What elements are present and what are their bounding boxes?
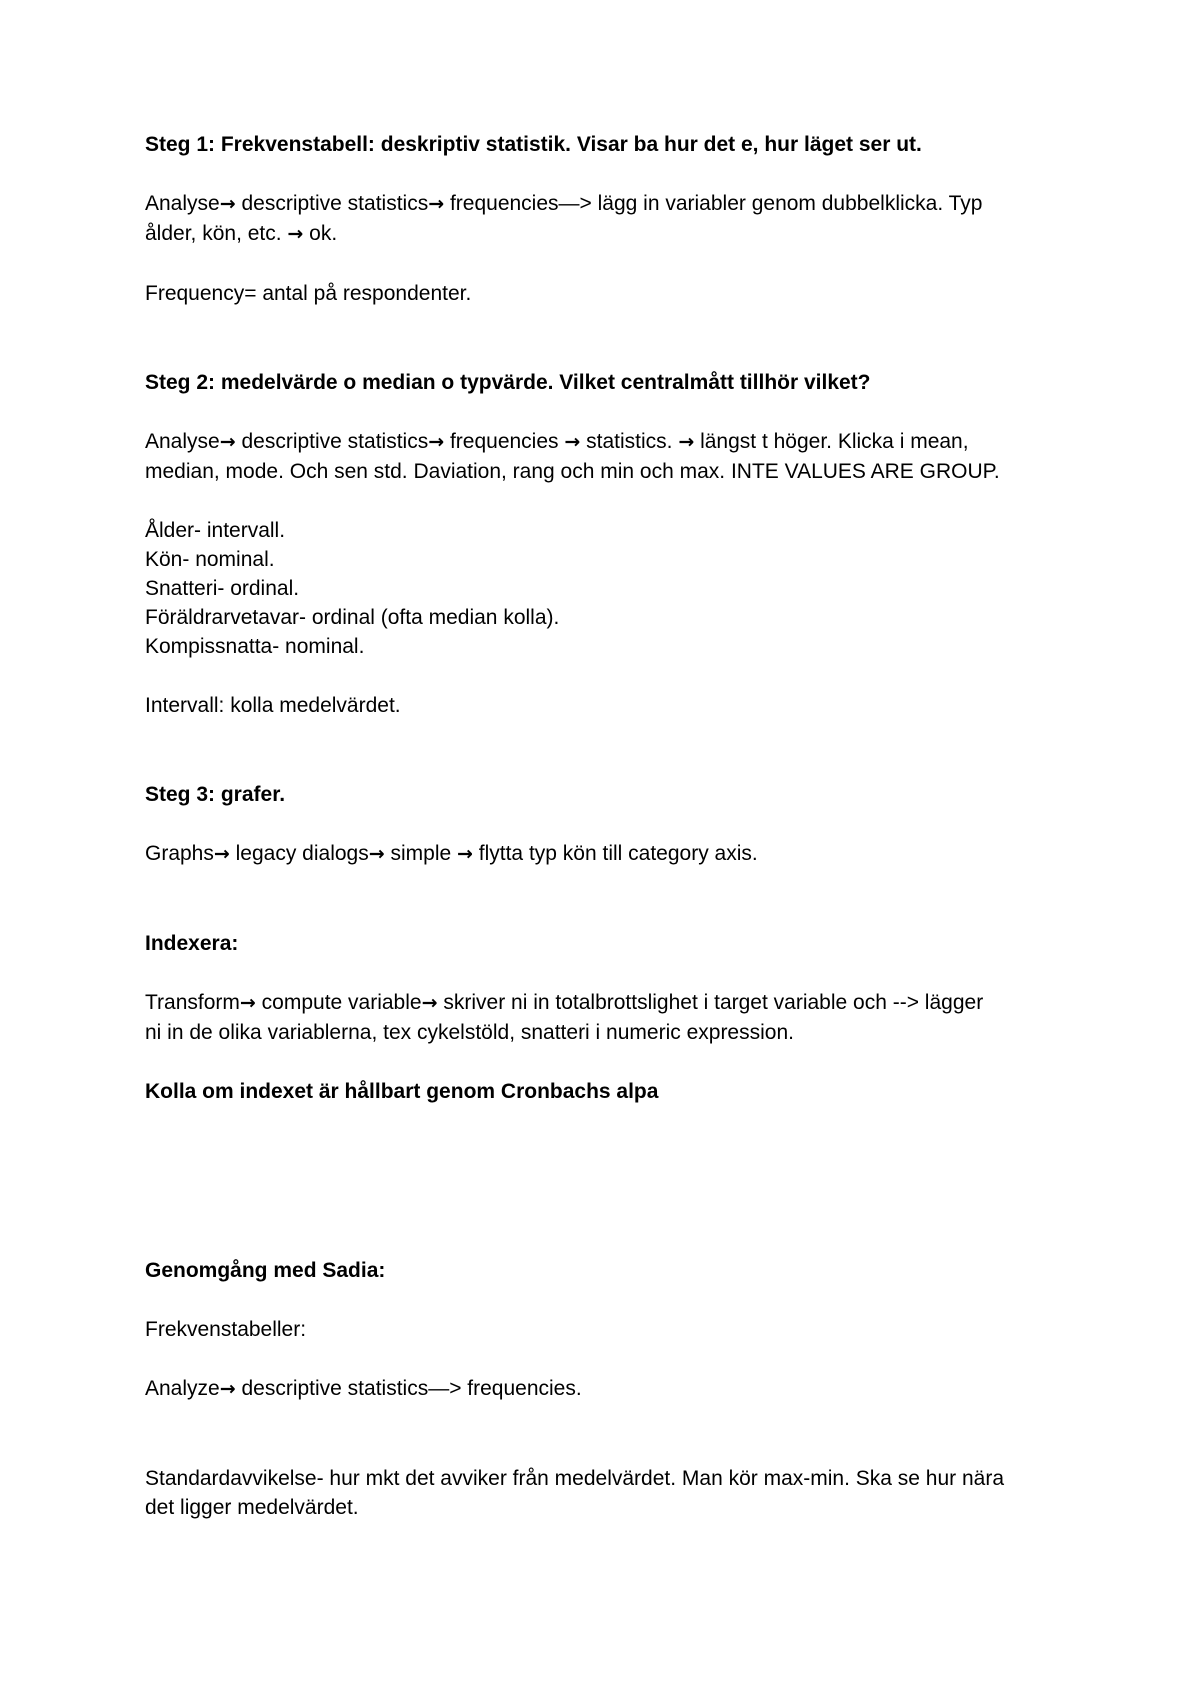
index-heading: Indexera: xyxy=(145,932,239,955)
arrow-icon: → xyxy=(219,1378,236,1400)
index-instructions xyxy=(145,988,1085,1047)
arrow-icon: → xyxy=(457,843,473,865)
step2-line1: Analyse→ descriptive statistics→ frequencies → statistics. → längst t höger. Klicka i mean, xyxy=(145,430,969,453)
arrow-icon: → xyxy=(213,843,230,865)
document-page xyxy=(145,130,1085,1552)
step1-line2: ålder, kön, etc. → ok. xyxy=(145,222,338,245)
step1-frequency-note: Frequency= antal på respondenter. xyxy=(145,282,472,305)
step1-instructions xyxy=(145,189,1085,249)
arrow-icon: → xyxy=(564,431,581,453)
index-line2: ni in de olika variablerna, tex cykelstöld, snatteri i numeric expression. xyxy=(145,1021,794,1044)
step1-line1: Analyse→ descriptive statistics→ frequencies—> lägg in variabler genom dubbelklicka. Typ xyxy=(145,192,983,215)
step1-heading: Steg 1: Frekvenstabell: deskriptiv statistik. Visar ba hur det e, hur läget ser ut. xyxy=(145,133,922,156)
arrow-icon: → xyxy=(219,431,236,453)
arrow-icon: → xyxy=(678,431,695,453)
step2-line2: median, mode. Och sen std. Daviation, rang och min och max. INTE VALUES ARE GROUP. xyxy=(145,460,1000,483)
std-line1: Standardavvikelse- hur mkt det avviker från medelvärdet. Man kör max-min. Ska se hur nära xyxy=(145,1467,1005,1490)
variable-list xyxy=(145,516,1085,661)
step2-heading: Steg 2: medelvärde o median o typvärde. Vilket centralmått tillhör vilket? xyxy=(145,371,871,394)
step2-instructions xyxy=(145,427,1085,486)
step2-interval-note: Intervall: kolla medelvärdet. xyxy=(145,694,401,717)
arrow-icon: → xyxy=(287,223,304,245)
arrow-icon: → xyxy=(428,431,445,453)
arrow-icon: → xyxy=(219,193,236,215)
variable-item: Snatteri- ordinal. xyxy=(145,577,300,600)
variable-item: Kompissnatta- nominal. xyxy=(145,635,365,658)
freq-tables-label: Frekvenstabeller: xyxy=(145,1318,307,1341)
std-deviation-note xyxy=(145,1464,1085,1522)
variable-item: Föräldrarvetavar- ordinal (ofta median kolla). xyxy=(145,606,560,629)
analyze-instructions xyxy=(145,1374,1085,1404)
step3-instructions xyxy=(145,839,1085,869)
arrow-icon: → xyxy=(368,843,385,865)
arrow-icon: → xyxy=(421,992,438,1014)
step3-heading: Steg 3: grafer. xyxy=(145,783,286,806)
arrow-icon: → xyxy=(428,193,445,215)
index-line1: Transform→ compute variable→ skriver ni in totalbrottslighet i target variable och --> lägger xyxy=(145,991,984,1014)
cronbach-note: Kolla om indexet är hållbart genom Cronbachs alpa xyxy=(145,1080,659,1103)
variable-item: Ålder- intervall. xyxy=(145,519,286,542)
step3-line1: Graphs→ legacy dialogs→ simple → flytta typ kön till category axis. xyxy=(145,842,758,865)
arrow-icon: → xyxy=(239,992,256,1014)
analyze-line: Analyze→ descriptive statistics—> frequencies. xyxy=(145,1377,582,1400)
variable-item: Kön- nominal. xyxy=(145,548,275,571)
sadia-heading: Genomgång med Sadia: xyxy=(145,1259,386,1282)
std-line2: det ligger medelvärdet. xyxy=(145,1496,359,1519)
